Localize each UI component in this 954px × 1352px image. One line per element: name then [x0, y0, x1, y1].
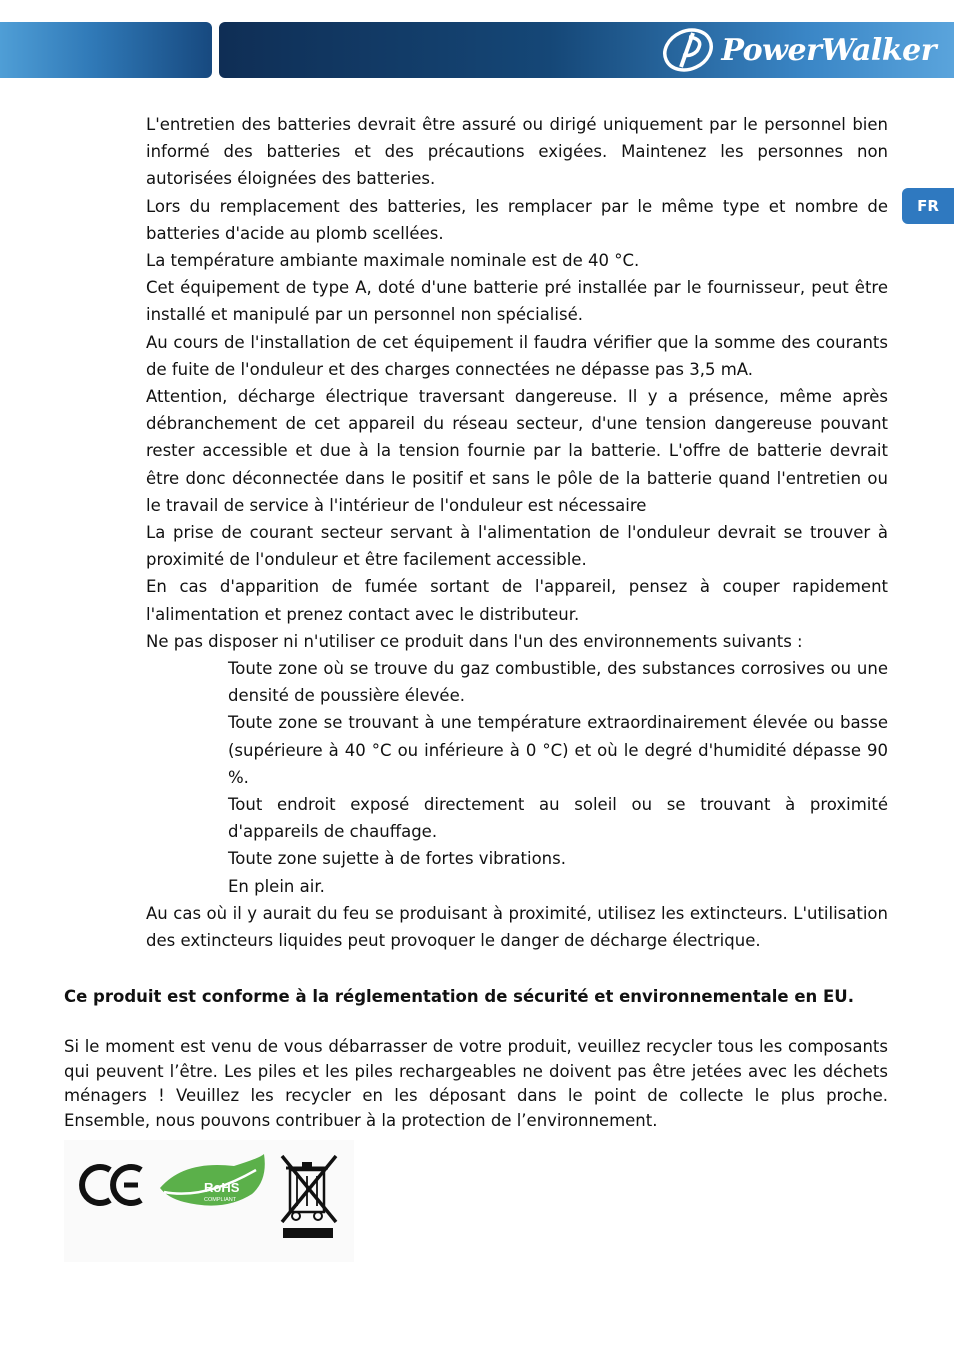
- weee-crossed-bin-icon: [282, 1156, 336, 1238]
- ce-mark-icon: [82, 1167, 141, 1203]
- safety-instructions: [146, 111, 888, 954]
- list-item: Toute zone sujette à de fortes vibrations.: [228, 849, 566, 869]
- paragraph-environments-intro: Ne pas disposer ni n'utiliser ce produit dans l'un des environnements suivants :: [146, 631, 803, 651]
- paragraph-battery-replacement: Lors du remplacement des batteries, les remplacer par le même type et nombre de batteries d'acide au plomb scellées.: [146, 196, 888, 243]
- compliance-marks: [64, 1140, 354, 1262]
- list-item: Toute zone se trouvant à une température extraordinairement élevée ou basse (supérieure à 40 °C ou inférieure à 0 °C) et où le degré d'humidité dépasse 90 %.: [228, 713, 888, 787]
- brand-name: PowerWalker: [721, 32, 936, 68]
- conformity-statement: Ce produit est conforme à la réglementation de sécurité et environnementale en EU.: [64, 987, 854, 1006]
- header-bar-left: [0, 22, 212, 78]
- recycling-notice: Si le moment est venu de vous débarrasser de votre produit, veuillez recycler tous les composants qui peuvent l’être. Les piles et les piles rechargeables ne doivent pas être jetées avec les déchets ménagers ! Veuillez les recycler en les déposant dans le point de collecte le plus proche. Ensemble, nous pouvons contribuer à la protection de l’environnement.: [64, 1037, 888, 1130]
- powerwalker-swirl-icon: [659, 27, 717, 73]
- language-tab-fr[interactable]: [902, 188, 954, 224]
- powerwalker-logo: [659, 27, 936, 73]
- environment-list: [146, 655, 888, 900]
- paragraph-leakage-current: Au cours de l'installation de cet équipement il faudra vérifier que la somme des courants de fuite de l'onduleur et des charges connectées ne dépasse pas 3,5 mA.: [146, 332, 888, 379]
- rohs-leaf-icon: [160, 1154, 265, 1206]
- paragraph-battery-maintenance: L'entretien des batteries devrait être assuré ou dirigé uniquement par le personnel bien informé des batteries et des précautions exigées. Maintenez les personnes non autorisées éloignées des batteries.: [146, 115, 888, 189]
- paragraph-temperature: La température ambiante maximale nominale est de 40 °C.: [146, 251, 640, 271]
- paragraph-type-a: Cet équipement de type A, doté d'une batterie pré installée par le fournisseur, peut être installé et manipulé par un personnel non spécialisé.: [146, 278, 888, 325]
- paragraph-smoke: En cas d'apparition de fumée sortant de l'appareil, pensez à couper rapidement l'alimentation et prenez contact avec le distributeur.: [146, 577, 888, 624]
- language-tab-label: FR: [917, 197, 939, 215]
- rohs-sublabel: COMPLIANT: [204, 1197, 237, 1203]
- paragraph-socket: La prise de courant secteur servant à l'alimentation de l'onduleur devrait se trouver à proximité de l'onduleur et être facilement accessible.: [146, 523, 888, 570]
- list-item: Toute zone où se trouve du gaz combustible, des substances corrosives ou une densité de poussière élevée.: [228, 659, 888, 706]
- paragraph-electric-shock: Attention, décharge électrique traversant dangereuse. Il y a présence, même après débranchement de cet appareil du réseau secteur, d'une tension dangereuse pouvant rester accessible et due à la tension fournie par la batterie. L'offre de batterie devrait être donc déconnectée dans le positif et sans le pôle de la batterie quand l'entretien ou le travail de service à l'intérieur de l'onduleur est nécessaire: [146, 387, 888, 515]
- list-item: Tout endroit exposé directement au soleil ou se trouvant à proximité d'appareils de chauffage.: [228, 795, 888, 842]
- rohs-label: RoHS: [204, 1180, 240, 1195]
- list-item: En plein air.: [228, 876, 325, 896]
- paragraph-fire: Au cas où il y aurait du feu se produisant à proximité, utilisez les extincteurs. L'utilisation des extincteurs liquides peut provoquer le danger de décharge électrique.: [146, 903, 888, 951]
